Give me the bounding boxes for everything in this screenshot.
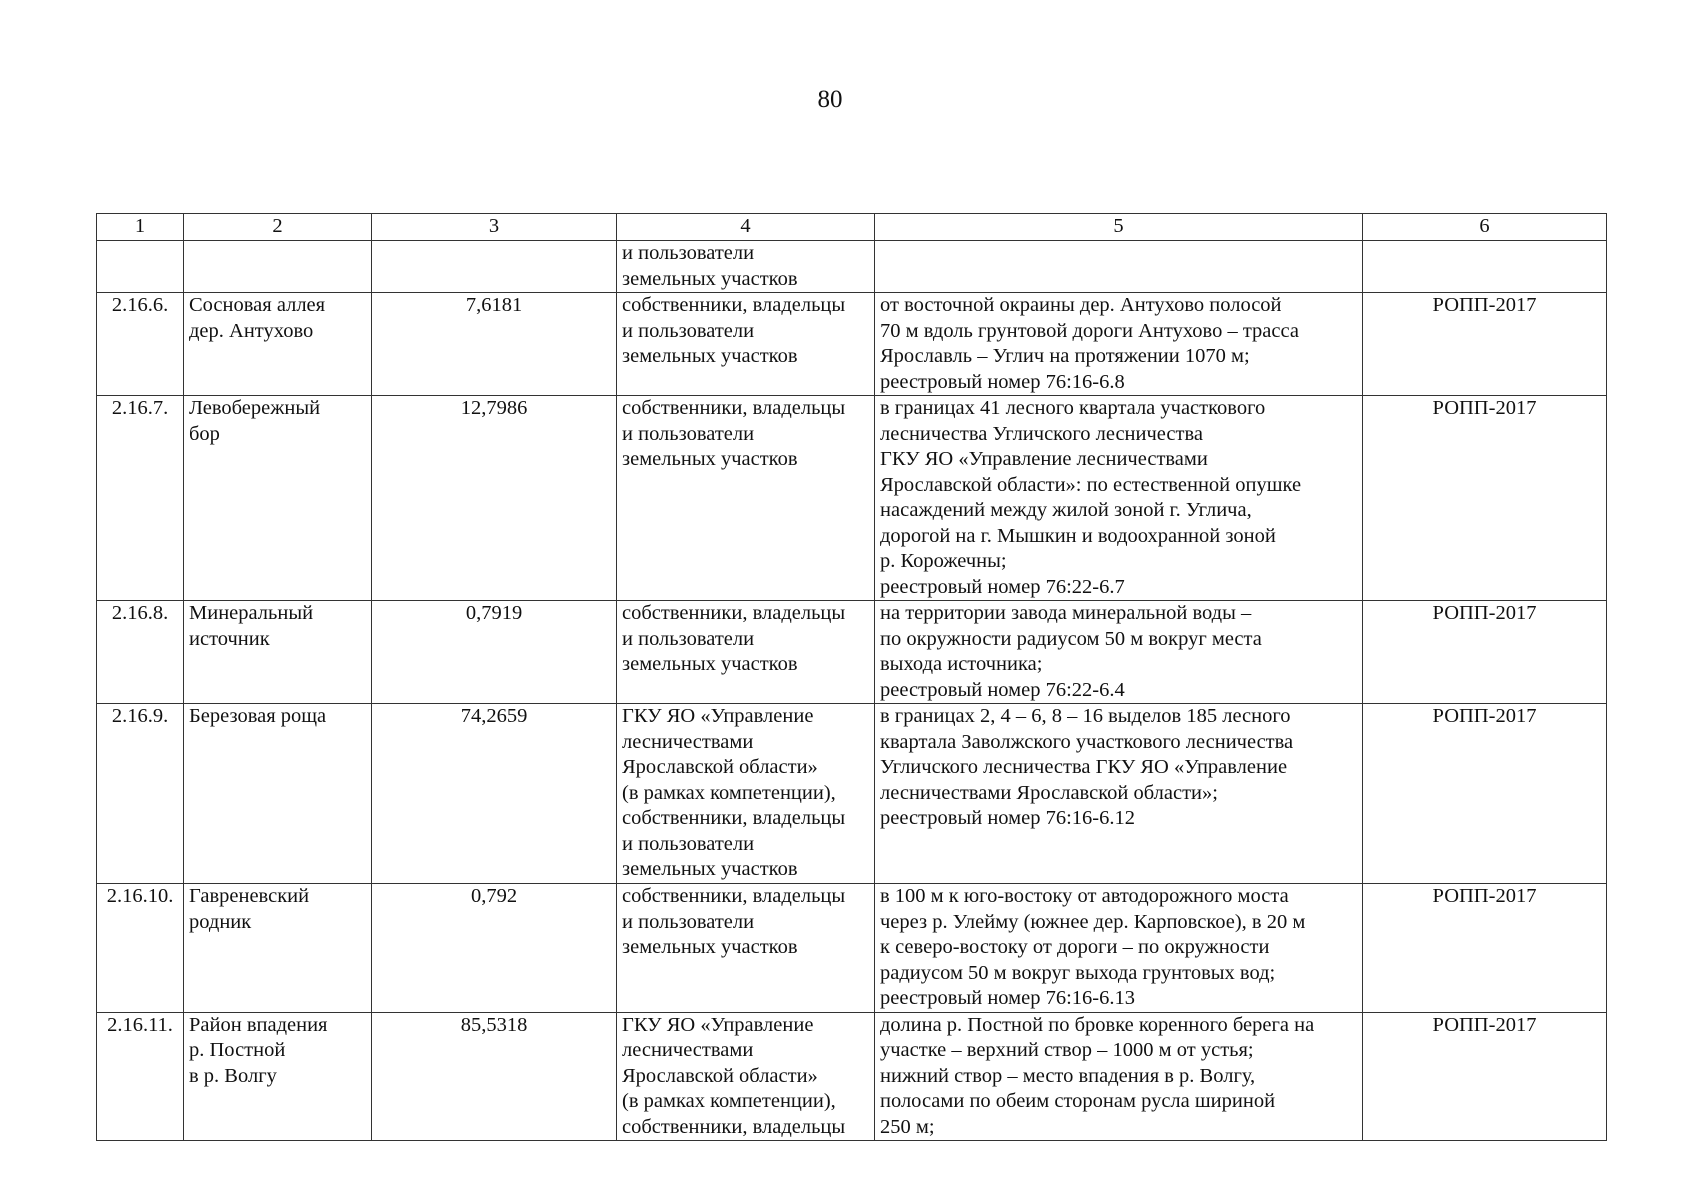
cell-responsible: [617, 704, 875, 884]
table-row: [97, 293, 1607, 396]
cell-name-line: Минеральный: [189, 602, 314, 624]
cell-responsible: [617, 884, 875, 1013]
column-header: 5: [875, 214, 1363, 241]
cell-responsible-line: и пользователи: [622, 832, 755, 855]
cell-description-line: 70 м вдоль грунтовой дороги Антухово – трасса: [880, 319, 1299, 342]
cell-responsible-line: и пользователи: [622, 910, 755, 933]
cell-source: РОПП-2017: [1363, 601, 1607, 704]
cell-description-line: лесничества Угличского лесничества: [880, 422, 1203, 445]
cell-responsible: [617, 601, 875, 704]
cell-description-line: реестровый номер 76:22-6.4: [880, 678, 1125, 701]
cell-name: [184, 293, 372, 396]
cell-responsible-line: и пользователи: [622, 242, 755, 264]
column-header: 1: [97, 214, 184, 241]
cell-area: [372, 241, 617, 293]
column-header: 3: [372, 214, 617, 241]
cell-description-line: насаждений между жилой зоной г. Углича,: [880, 499, 1252, 521]
cell-source: РОПП-2017: [1363, 884, 1607, 1013]
cell-responsible: [617, 1012, 875, 1141]
protected-areas-table: [96, 213, 1607, 1141]
cell-description-line: в границах 2, 4 – 6, 8 – 16 выделов 185 лесного: [880, 705, 1291, 727]
cell-area: 7,6181: [372, 293, 617, 396]
cell-responsible: [617, 293, 875, 396]
cell-source: РОПП-2017: [1363, 1012, 1607, 1141]
cell-responsible-line: лесничествами: [622, 1039, 754, 1061]
cell-description-line: нижний створ – место впадения в р. Волгу,: [880, 1064, 1256, 1087]
cell-description: [875, 884, 1363, 1013]
cell-responsible-line: ГКУ ЯО «Управление: [622, 1013, 814, 1036]
cell-description: [875, 704, 1363, 884]
cell-area: 0,792: [372, 884, 617, 1013]
cell-responsible-line: земельных участков: [622, 448, 798, 470]
cell-description-line: радиусом 50 м вокруг выхода грунтовых вод;: [880, 961, 1276, 984]
cell-area: 74,2659: [372, 704, 617, 884]
cell-description-line: в границах 41 лесного квартала участкового: [880, 397, 1266, 419]
cell-name-line: источник: [189, 627, 270, 650]
cell-responsible-line: собственники, владельцы: [622, 807, 846, 829]
cell-responsible-line: земельных участков: [622, 936, 798, 958]
cell-description-line: 250 м;: [880, 1115, 935, 1138]
cell-description-line: Ярославль – Углич на протяжении 1070 м;: [880, 345, 1250, 367]
cell-description: [875, 293, 1363, 396]
cell-number: 2.16.7.: [97, 396, 184, 601]
cell-responsible-line: и пользователи: [622, 422, 755, 445]
table-row: [97, 884, 1607, 1013]
cell-name-line: родник: [189, 910, 252, 933]
cell-description-line: ГКУ ЯО «Управление лесничествами: [880, 448, 1208, 470]
cell-number: 2.16.11.: [97, 1012, 184, 1141]
cell-description-line: полосами по обеим сторонам русла шириной: [880, 1090, 1276, 1112]
cell-responsible-line: и пользователи: [622, 319, 755, 342]
cell-responsible-line: Ярославской области»: [622, 1064, 818, 1087]
cell-number: [97, 241, 184, 293]
cell-responsible-line: ГКУ ЯО «Управление: [622, 705, 814, 727]
cell-description-line: дорогой на г. Мышкин и водоохранной зоной: [880, 524, 1276, 547]
column-header: 6: [1363, 214, 1607, 241]
cell-responsible-line: (в рамках компетенции),: [622, 781, 836, 804]
cell-name: [184, 1012, 372, 1141]
cell-description: [875, 601, 1363, 704]
cell-number: 2.16.8.: [97, 601, 184, 704]
cell-name-line: дер. Антухово: [189, 319, 314, 342]
cell-source: РОПП-2017: [1363, 704, 1607, 884]
cell-description: [875, 241, 1363, 293]
cell-description-line: участке – верхний створ – 1000 м от устья;: [880, 1039, 1254, 1061]
cell-responsible-line: собственники, владельцы: [622, 602, 846, 624]
cell-source: РОПП-2017: [1363, 293, 1607, 396]
cell-responsible-line: земельных участков: [622, 267, 798, 290]
cell-description-line: реестровый номер 76:22-6.7: [880, 575, 1125, 598]
cell-source: [1363, 241, 1607, 293]
column-header: 2: [184, 214, 372, 241]
table-row: [97, 396, 1607, 601]
cell-name: [184, 396, 372, 601]
cell-description-line: реестровый номер 76:16-6.8: [880, 370, 1125, 393]
cell-name-line: Район впадения: [189, 1013, 328, 1036]
cell-responsible: [617, 396, 875, 601]
cell-description-line: квартала Заволжского участкового лесничества: [880, 730, 1294, 753]
table-header-row: [97, 214, 1607, 241]
cell-description-line: к северо-востоку от дороги – по окружности: [880, 936, 1270, 958]
cell-responsible-line: земельных участков: [622, 345, 798, 367]
table-row: [97, 241, 1607, 293]
cell-area: 85,5318: [372, 1012, 617, 1141]
cell-name: [184, 704, 372, 884]
cell-responsible: [617, 241, 875, 293]
table-row: [97, 1012, 1607, 1141]
cell-description-line: на территории завода минеральной воды –: [880, 602, 1252, 624]
cell-name-line: Гавреневский: [189, 885, 310, 907]
cell-name-line: в р. Волгу: [189, 1064, 277, 1087]
cell-responsible-line: собственники, владельцы: [622, 885, 846, 907]
table-row: [97, 601, 1607, 704]
cell-responsible-line: собственники, владельцы: [622, 294, 846, 316]
cell-description-line: выхода источника;: [880, 653, 1043, 675]
cell-description-line: р. Корожечны;: [880, 550, 1007, 572]
cell-description: [875, 1012, 1363, 1141]
cell-description-line: от восточной окраины дер. Антухово полосой: [880, 294, 1282, 316]
cell-description-line: долина р. Постной по бровке коренного берега на: [880, 1013, 1315, 1036]
cell-area: 0,7919: [372, 601, 617, 704]
cell-number: 2.16.6.: [97, 293, 184, 396]
cell-responsible-line: собственники, владельцы: [622, 1115, 846, 1138]
page-number: 80: [817, 86, 843, 113]
cell-name: [184, 241, 372, 293]
cell-description-line: Угличского лесничества ГКУ ЯО «Управление: [880, 756, 1288, 778]
cell-name: [184, 884, 372, 1013]
cell-responsible-line: земельных участков: [622, 653, 798, 675]
cell-name-line: Березовая роща: [189, 705, 327, 727]
cell-name-line: р. Постной: [189, 1039, 286, 1061]
cell-description-line: через р. Улейму (южнее дер. Карповское), в 20 м: [880, 910, 1306, 933]
column-header: 4: [617, 214, 875, 241]
cell-description-line: в 100 м к юго-востоку от автодорожного моста: [880, 885, 1289, 907]
cell-responsible-line: лесничествами: [622, 730, 754, 753]
cell-description-line: Ярославской области»: по естественной опушке: [880, 473, 1302, 496]
table-row: [97, 704, 1607, 884]
cell-responsible-line: (в рамках компетенции),: [622, 1090, 836, 1112]
cell-description-line: по окружности радиусом 50 м вокруг места: [880, 627, 1262, 650]
cell-responsible-line: собственники, владельцы: [622, 397, 846, 419]
cell-name-line: Левобережный: [189, 397, 321, 419]
cell-name: [184, 601, 372, 704]
cell-number: 2.16.10.: [97, 884, 184, 1013]
cell-responsible-line: и пользователи: [622, 627, 755, 650]
cell-description-line: лесничествами Ярославской области»;: [880, 781, 1218, 804]
cell-area: 12,7986: [372, 396, 617, 601]
cell-name-line: Сосновая аллея: [189, 294, 326, 316]
cell-description-line: реестровый номер 76:16-6.13: [880, 987, 1135, 1009]
cell-source: РОПП-2017: [1363, 396, 1607, 601]
cell-number: 2.16.9.: [97, 704, 184, 884]
cell-responsible-line: Ярославской области»: [622, 756, 818, 778]
cell-name-line: бор: [189, 422, 220, 445]
cell-description-line: реестровый номер 76:16-6.12: [880, 807, 1135, 829]
cell-responsible-line: земельных участков: [622, 858, 798, 880]
cell-description: [875, 396, 1363, 601]
